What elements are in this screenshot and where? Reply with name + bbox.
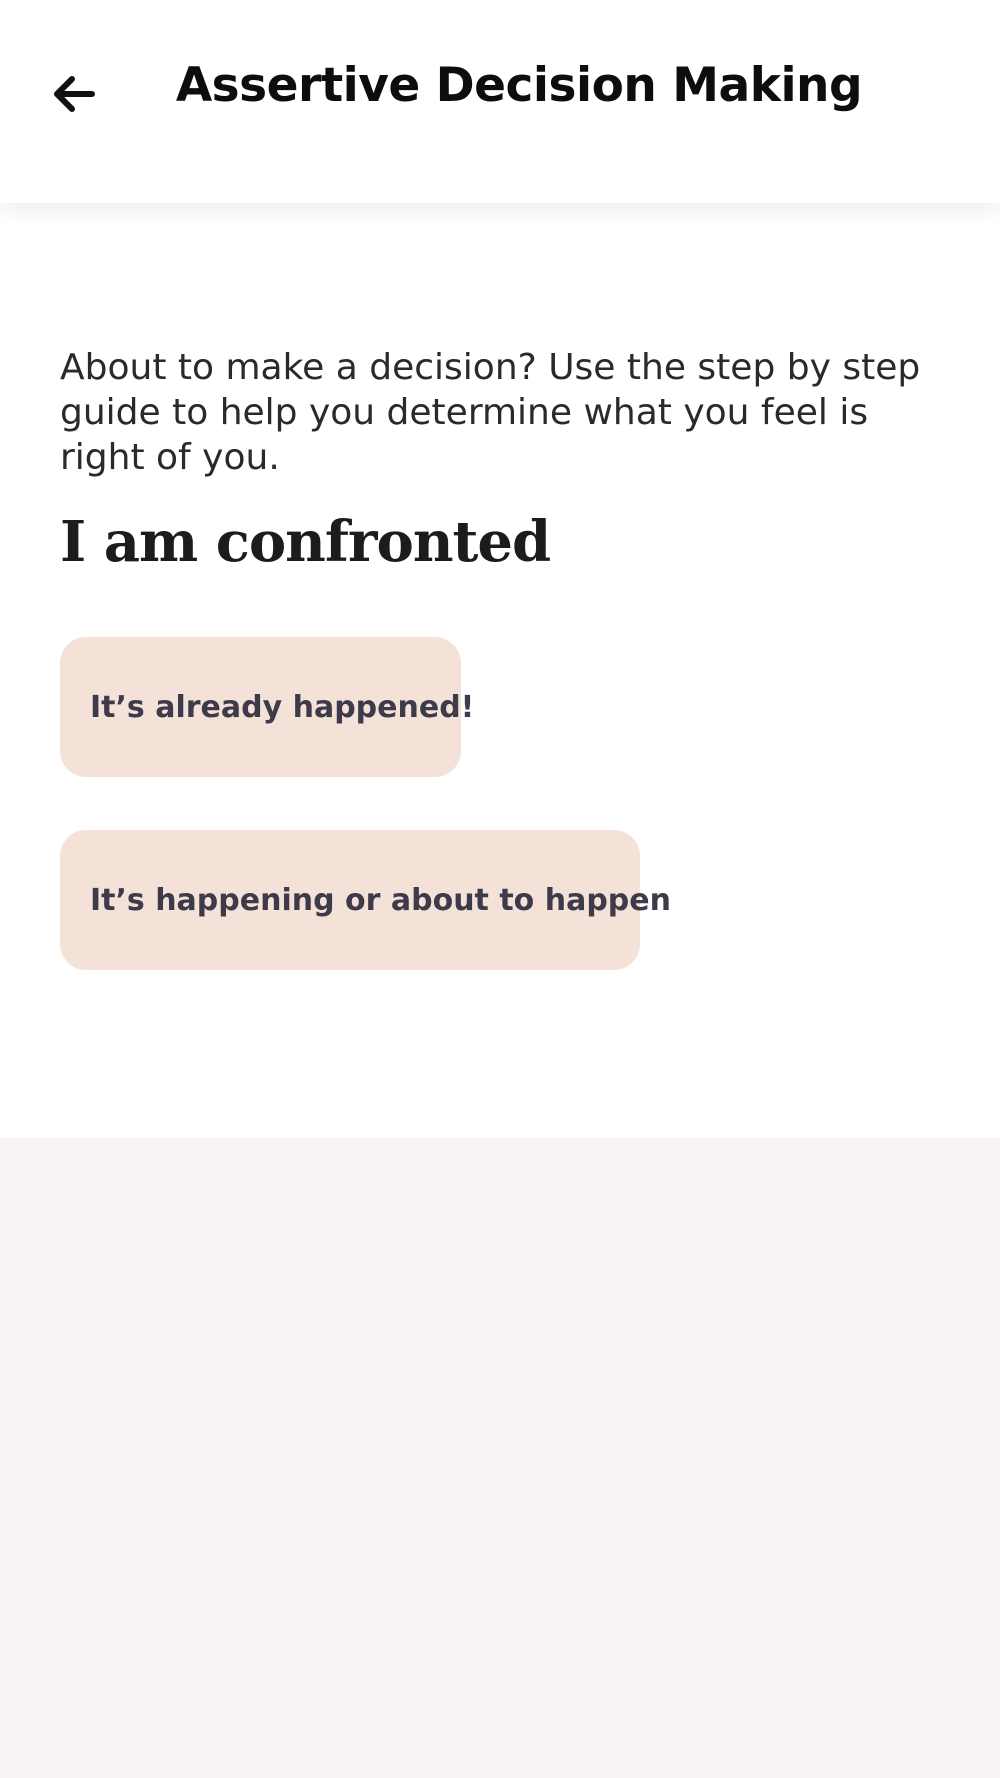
app-header [0, 0, 1000, 203]
main-content [0, 203, 1000, 1138]
already-happened-button[interactable]: It’s already happened! [60, 637, 461, 777]
section-heading: I am confronted [60, 509, 551, 575]
intro-text: About to make a decision? Use the step by step guide to help you determine what you feel is right of you. [60, 347, 921, 478]
page-title: Assertive Decision Making [175, 58, 863, 113]
happening-now-button[interactable]: It’s happening or about to happen [60, 830, 640, 970]
